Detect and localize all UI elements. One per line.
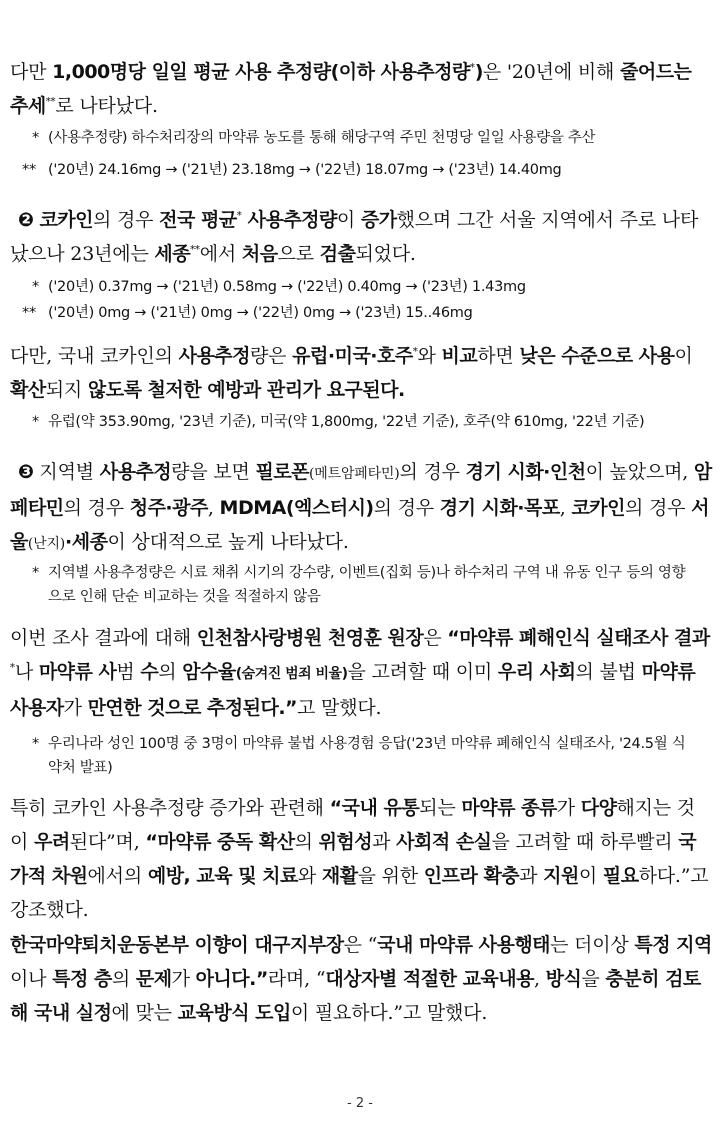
footnote-text: 우리나라 성인 100명 중 3명이 마약류 불법 사용경험 응답('23년 마약류 폐해인식 실태조사, '24.5월 식약처 발표) — [48, 736, 686, 776]
footnote-5 — [22, 410, 712, 434]
text: 을 — [581, 968, 606, 990]
text: 지역별 — [33, 461, 100, 483]
bold-text: 아니다.” — [195, 968, 268, 990]
footnote-text: 지역별 사용추정량은 시료 채취 시기의 강수량, 이벤트(집회 등)나 하수처리 구역 내 유동 인구 등의 영향으로 인해 단순 비교하는 것을 적절하지 않음 — [48, 565, 686, 605]
footnote-text: ('20년) 24.16mg → ('21년) 23.18mg → ('22년) 18.07mg → ('23년) 14.40mg — [48, 162, 562, 178]
bold-text: 필로폰 — [255, 461, 310, 483]
bold-text: 비교 — [441, 345, 478, 367]
text: 범 — [116, 661, 141, 683]
bold-text: 필요 — [602, 865, 639, 887]
bold-text: 증가 — [360, 209, 397, 231]
text: 의 불법 — [575, 661, 642, 683]
footnote-mark: * — [412, 346, 418, 358]
footnote-mark: ** — [190, 244, 200, 256]
text: 은 '20년에 비해 — [482, 61, 620, 83]
text: 이나 — [10, 968, 53, 990]
text: 라며, “ — [267, 968, 326, 990]
bold-text: 경기 시화·목포 — [439, 497, 560, 519]
footnote-mark: ** — [22, 305, 36, 321]
bold-text: 예방, 교육 및 치료 — [147, 865, 298, 887]
paragraph-expert-quote-1 — [10, 621, 712, 725]
bold-text: ) — [474, 61, 483, 83]
bold-text: 확산 — [10, 379, 46, 401]
text: 이 — [578, 865, 603, 887]
text: 이번 조사 결과에 대해 — [10, 627, 197, 649]
text: 에 맞는 — [111, 1002, 178, 1024]
bold-text: (숨겨진 범죄 비율) — [235, 666, 348, 682]
text: 와 — [297, 865, 322, 887]
text: 로 나타났다. — [55, 95, 158, 117]
text: 특히 코카인 사용추정량 증가와 관련해 — [10, 797, 330, 819]
text: 을 고려할 때 이미 — [347, 661, 498, 683]
footnote-mark: * — [236, 210, 242, 222]
bold-text: 국가적 차원 — [10, 831, 697, 887]
footnote-text: 유럽(약 353.90mg, '23년 기준), 미국(약 1,800mg, '22년 기준), 호주(약 610mg, '22년 기준) — [48, 414, 645, 430]
text: , — [533, 968, 546, 990]
bold-text: 한국마약퇴치운동본부 이향이 대구지부장 — [10, 934, 344, 956]
footnote-mark: * — [32, 279, 39, 295]
bold-text: ·세종 — [65, 531, 108, 553]
text: 을 고려할 때 하루빨리 — [491, 831, 679, 853]
bold-text: 사용추정량 — [241, 209, 337, 231]
bold-text: 특정 층 — [52, 968, 112, 990]
footnote-text: ('20년) 0mg → ('21년) 0mg → ('22년) 0mg → ('23년) 15..46mg — [48, 305, 473, 321]
text: 이 — [336, 209, 361, 231]
paragraph-regional-usage — [10, 455, 712, 561]
text: 의 경우 — [93, 209, 160, 231]
footnote-mark: * — [32, 736, 39, 752]
paragraph-cocaine-comparison — [10, 339, 712, 407]
footnote-7 — [22, 732, 712, 780]
bold-text: 전국 평균 — [159, 209, 237, 231]
bold-text: 위험성 — [318, 831, 373, 853]
bold-text: 방식 — [545, 968, 582, 990]
text: 된다”며, — [69, 831, 146, 853]
bullet-number: ❷ — [18, 209, 34, 231]
bold-text: 우리 사회 — [497, 661, 576, 683]
footnote-6 — [22, 561, 712, 609]
bold-text: 만연한 것으로 추정된다.” — [87, 697, 298, 719]
bold-text: 충분히 검토해 국내 실정 — [10, 968, 701, 1024]
paragraph-expert-quote-3 — [10, 928, 712, 1030]
text: 은 “ — [343, 934, 378, 956]
bold-text: 교육방식 도입 — [177, 1002, 291, 1024]
footnote-4 — [22, 301, 712, 325]
text: 에서의 — [87, 865, 148, 887]
bold-text: 사회적 손실 — [396, 831, 492, 853]
bold-text: 유럽·미국·호주 — [292, 345, 413, 367]
bold-text: 않도록 철저한 예방과 관리가 요구된다. — [87, 379, 405, 401]
footnote-mark: * — [32, 414, 39, 430]
text: 량을 보면 — [171, 461, 256, 483]
bold-text: 처음 — [241, 243, 278, 265]
bold-text: 줄어드는 추세 — [10, 61, 692, 117]
text: 다만, 국내 코카인의 — [10, 345, 179, 367]
text: 고 말했다. — [297, 697, 382, 719]
text: 하면 — [477, 345, 520, 367]
bold-text: 마약류 사용자 — [10, 661, 696, 719]
text: 은 — [423, 627, 448, 649]
bold-text: 사용추정 — [99, 461, 172, 483]
text: 과 — [519, 865, 544, 887]
bold-text: “마약류 폐해인식 실태조사 결과 — [447, 627, 710, 649]
text: 이 — [674, 345, 693, 367]
bold-text: 특정 지역 — [634, 934, 712, 956]
text: 이 높았으며, — [585, 461, 694, 483]
text: 을 위한 — [357, 865, 424, 887]
text: 의 — [111, 968, 136, 990]
footnote-1 — [22, 126, 712, 150]
text: 의 경우 — [399, 461, 466, 483]
footnote-mark: * — [10, 662, 15, 674]
bold-text: 우려 — [34, 831, 70, 853]
bold-text: 코카인 — [571, 497, 625, 519]
text: 해지는 것이 — [10, 797, 695, 853]
text: 의 — [158, 661, 183, 683]
footnote-mark: * — [469, 62, 475, 74]
text: 했으며 그간 서울 지역에서 주로 나타났으나 23년에는 — [10, 209, 699, 265]
bold-text: 경기 시화·인천 — [465, 461, 586, 483]
text: 가 — [63, 697, 88, 719]
bold-text: 1,000명당 일일 평균 사용 추정량(이하 사용추정량 — [52, 61, 470, 83]
bold-text: 다양 — [580, 797, 617, 819]
bold-text: 낮은 수준으로 사용 — [519, 345, 675, 367]
bold-text: MDMA(엑스터시) — [219, 497, 374, 519]
text: 하다.”고 강조했다. — [10, 865, 709, 921]
bullet-number: ❸ — [18, 461, 34, 483]
text: 의 — [294, 831, 319, 853]
paragraph-cocaine-increase — [10, 203, 712, 271]
text: 의 경우 — [625, 497, 692, 519]
bold-text: 세종 — [154, 243, 191, 265]
page-number: - 2 - — [347, 1096, 373, 1111]
paragraph-usage-decline — [10, 55, 712, 123]
text: 의 경우 — [373, 497, 440, 519]
text: 나 — [14, 661, 39, 683]
text: 량은 — [250, 345, 293, 367]
footnote-mark: ** — [45, 96, 56, 108]
paragraph-expert-quote-2 — [10, 791, 712, 927]
text: 으로 — [277, 243, 320, 265]
bold-text: 문제 — [135, 968, 172, 990]
bold-text: 인천참사랑병원 천영훈 원장 — [196, 627, 424, 649]
text: 에서 — [199, 243, 242, 265]
bold-text: 지원 — [543, 865, 579, 887]
text: 이 필요하다.”고 말했다. — [290, 1002, 488, 1024]
bold-text: 재활 — [321, 865, 358, 887]
text: 되는 — [419, 797, 462, 819]
footnote-text: ('20년) 0.37mg → ('21년) 0.58mg → ('22년) 0.40mg → ('23년) 1.43mg — [48, 279, 526, 295]
footnote-mark: ** — [22, 162, 36, 178]
text: (메트암페타민) — [309, 466, 400, 482]
bold-text: 인프라 확충 — [423, 865, 520, 887]
bold-text: 암페타민 — [10, 461, 712, 519]
bold-text: 검출 — [319, 243, 356, 265]
bold-text: 코카인 — [39, 209, 93, 231]
bold-text: 마약류 종류 — [461, 797, 557, 819]
text: 의 경우 — [63, 497, 130, 519]
footnote-2 — [22, 158, 712, 182]
text: , — [559, 497, 572, 519]
footnote-3 — [22, 275, 712, 299]
text: 되었다. — [355, 243, 416, 265]
bold-text: “국내 유통 — [329, 797, 420, 819]
bold-text: 암수율 — [182, 661, 236, 683]
bold-text: 수 — [140, 661, 159, 683]
text: 는 더이상 — [550, 934, 635, 956]
text: 과 — [372, 831, 397, 853]
text: 가 — [556, 797, 581, 819]
bold-text: 마약류 사 — [38, 661, 117, 683]
footnote-mark: * — [32, 130, 39, 146]
footnote-text: (사용추정량) 하수처리장의 마약류 농도를 통해 해당구역 주민 천명당 일일 사용량을 추산 — [48, 130, 596, 146]
bold-text: 국내 마약류 사용행태 — [377, 934, 551, 956]
text: (난지) — [27, 536, 66, 552]
text: 이 상대적으로 높게 나타났다. — [107, 531, 349, 553]
bold-text: 청주·광주 — [129, 497, 208, 519]
footnote-mark: * — [32, 565, 39, 581]
text: , — [207, 497, 220, 519]
bold-text: 사용추정 — [178, 345, 251, 367]
bold-text: 서울 — [10, 497, 710, 553]
text: 되지 — [45, 379, 88, 401]
text: 다만 — [10, 61, 53, 83]
text: 와 — [417, 345, 442, 367]
text: 가 — [171, 968, 196, 990]
bold-text: 대상자별 적절한 교육내용 — [325, 968, 534, 990]
bold-text: “마약류 중독 확산 — [145, 831, 295, 853]
